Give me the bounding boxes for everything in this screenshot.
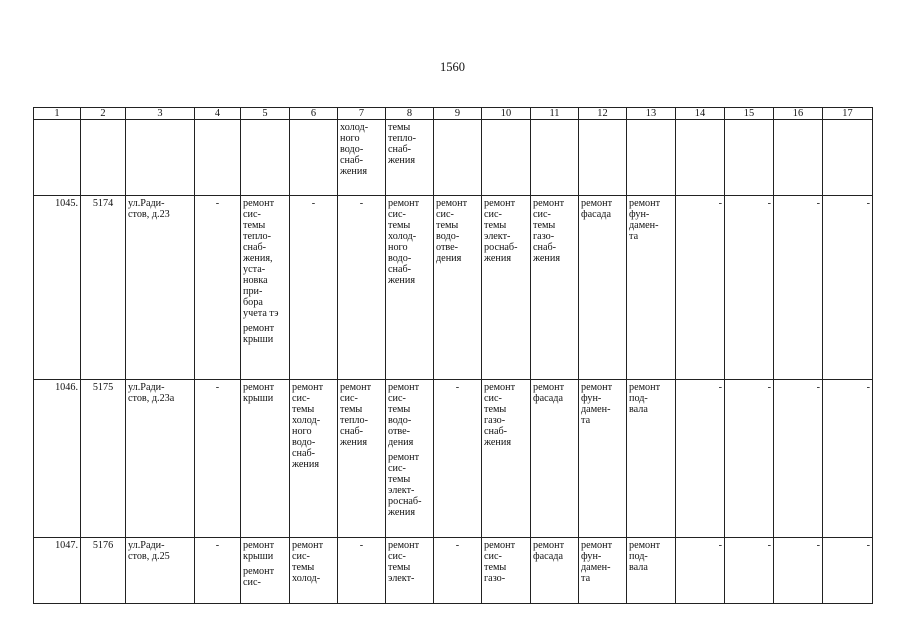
cell-5: ремонт крыши xyxy=(241,380,290,538)
cell-14: - xyxy=(676,196,725,380)
cell-15: - xyxy=(725,380,774,538)
cell-8: ремонт сис- темы холод- ного водо- снаб- жения xyxy=(386,196,434,380)
row-address: ул.Ради- стов, д.23а xyxy=(126,380,195,538)
cell-8: ремонт сис- темы водо- отве- дения ремонт сис- темы элект- роснаб- жения xyxy=(386,380,434,538)
column-header: 2 xyxy=(81,108,126,120)
cell-9: - xyxy=(434,380,482,538)
cell-9: - xyxy=(434,538,482,604)
cell-8: ремонт сис- темы элект- xyxy=(386,538,434,604)
carry-cell-7: холод- ного водо- снаб- жения xyxy=(338,120,386,196)
row-address: ул.Ради- стов, д.23 xyxy=(126,196,195,380)
cell-12: ремонт фасада xyxy=(579,196,627,380)
cell-14: - xyxy=(676,538,725,604)
cell-11: ремонт фасада xyxy=(531,380,579,538)
cell-17: - xyxy=(823,196,873,380)
column-header: 14 xyxy=(676,108,725,120)
row-address: ул.Ради- стов, д.25 xyxy=(126,538,195,604)
cell-13: ремонт фун- дамен- та xyxy=(627,196,676,380)
cell-6: ремонт сис- темы холод- xyxy=(290,538,338,604)
cell-4: - xyxy=(195,196,241,380)
column-header: 6 xyxy=(290,108,338,120)
cell-16: - xyxy=(774,196,823,380)
cell-11: ремонт сис- темы газо- снаб- жения xyxy=(531,196,579,380)
cell-9: ремонт сис- темы водо- отве- дения xyxy=(434,196,482,380)
cell-6: ремонт сис- темы холод- ного водо- снаб- жения xyxy=(290,380,338,538)
row-code: 5176 xyxy=(81,538,126,604)
cell-5: ремонт сис- темы тепло- снаб- жения, уста- новка при- бора учета тэ ремонт крыши xyxy=(241,196,290,380)
cell-6: - xyxy=(290,196,338,380)
cell-17: - xyxy=(823,538,873,604)
cell-17: - xyxy=(823,380,873,538)
row-number: 1046. xyxy=(34,380,81,538)
column-header: 13 xyxy=(627,108,676,120)
cell-16: - xyxy=(774,380,823,538)
column-header: 11 xyxy=(531,108,579,120)
cell-7: ремонт сис- темы тепло- снаб- жения xyxy=(338,380,386,538)
carry-over-row xyxy=(34,120,873,196)
row-number: 1047. xyxy=(34,538,81,604)
cell-4: - xyxy=(195,380,241,538)
cell-12: ремонт фун- дамен- та xyxy=(579,538,627,604)
cell-14: - xyxy=(676,380,725,538)
cell-5: ремонт крыши ремонт сис- xyxy=(241,538,290,604)
column-header: 5 xyxy=(241,108,290,120)
column-header: 17 xyxy=(823,108,873,120)
cell-10: ремонт сис- темы элект- роснаб- жения xyxy=(482,196,531,380)
column-header: 3 xyxy=(126,108,195,120)
table-row xyxy=(34,196,873,380)
column-header: 9 xyxy=(434,108,482,120)
cell-15: - xyxy=(725,196,774,380)
table-row xyxy=(34,538,873,604)
cell-10: ремонт сис- темы газо- снаб- жения xyxy=(482,380,531,538)
cell-11: ремонт фасада xyxy=(531,538,579,604)
column-header: 7 xyxy=(338,108,386,120)
cell-12: ремонт фун- дамен- та xyxy=(579,380,627,538)
cell-13: ремонт под- вала xyxy=(627,538,676,604)
repair-schedule-table xyxy=(33,107,873,604)
table-row xyxy=(34,380,873,538)
column-header: 1 xyxy=(34,108,81,120)
carry-cell-8: темы тепло- снаб- жения xyxy=(386,120,434,196)
column-header: 4 xyxy=(195,108,241,120)
row-code: 5174 xyxy=(81,196,126,380)
cell-7: - xyxy=(338,196,386,380)
cell-15: - xyxy=(725,538,774,604)
cell-13: ремонт под- вала xyxy=(627,380,676,538)
column-header: 16 xyxy=(774,108,823,120)
column-number-row xyxy=(34,108,873,120)
cell-7: - xyxy=(338,538,386,604)
cell-10: ремонт сис- темы газо- xyxy=(482,538,531,604)
page-number: 1560 xyxy=(440,60,465,74)
row-number: 1045. xyxy=(34,196,81,380)
column-header: 8 xyxy=(386,108,434,120)
column-header: 12 xyxy=(579,108,627,120)
column-header: 15 xyxy=(725,108,774,120)
row-code: 5175 xyxy=(81,380,126,538)
cell-16: - xyxy=(774,538,823,604)
column-header: 10 xyxy=(482,108,531,120)
cell-4: - xyxy=(195,538,241,604)
